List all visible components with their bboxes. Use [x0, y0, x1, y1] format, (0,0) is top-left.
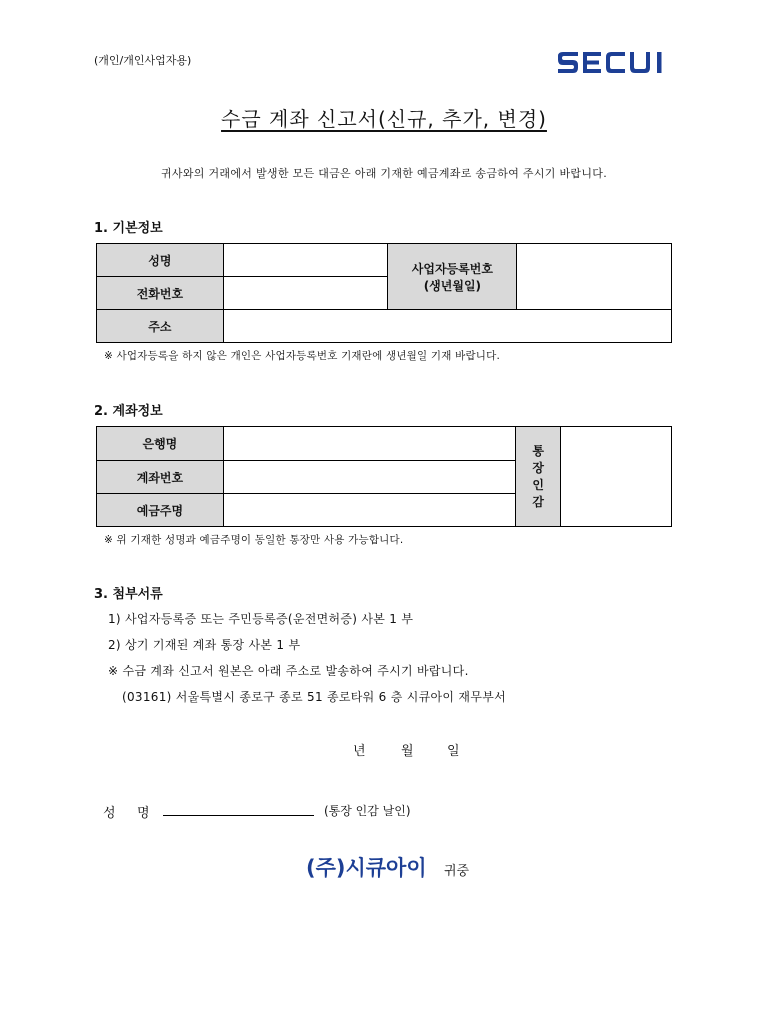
date-month-label: 월 — [401, 744, 414, 759]
bizno-field[interactable] — [517, 244, 672, 310]
form-type-label: (개인/개인사업자용) — [94, 54, 192, 67]
address-label: 주소 — [97, 310, 224, 343]
account-number-label: 계좌번호 — [97, 461, 224, 494]
name-field[interactable] — [223, 244, 388, 277]
signature-line[interactable] — [163, 814, 314, 816]
mailing-address: (03161) 서울특별시 종로구 종로 51 종로타워 6 층 시큐아이 재무부서 — [122, 690, 506, 704]
section-basic-info-title: 1. 기본정보 — [94, 221, 163, 236]
account-holder-label: 예금주명 — [97, 494, 224, 527]
seal-field[interactable] — [561, 427, 672, 527]
signature-label-char1: 성 — [103, 806, 116, 821]
honorific-text: 귀중 — [444, 864, 470, 879]
account-info-table — [96, 426, 672, 527]
account-number-field[interactable] — [223, 461, 515, 494]
attachment-note: ※ 수금 계좌 신고서 원본은 아래 주소로 발송하여 주시기 바랍니다. — [108, 664, 469, 678]
document-title: 수금 계좌 신고서(신규, 추가, 변경) — [221, 107, 547, 131]
signature-note: (통장 인감 날인) — [324, 804, 411, 818]
name-label: 성명 — [97, 244, 224, 277]
attachment-item: 1) 사업자등록증 또는 주민등록증(운전면허증) 사본 1 부 — [108, 612, 414, 626]
bizno-label: 사업자등록번호 (생년월일) — [388, 244, 517, 310]
basic-info-table — [96, 243, 672, 343]
phone-field[interactable] — [223, 277, 388, 310]
basic-info-note: ※ 사업자등록을 하지 않은 개인은 사업자등록번호 기재란에 생년월일 기재 바랍니다. — [104, 350, 501, 362]
account-holder-field[interactable] — [223, 494, 515, 527]
bank-label: 은행명 — [97, 427, 224, 461]
attachment-item: 2) 상기 기재된 계좌 통장 사본 1 부 — [108, 638, 301, 652]
date-year-label: 년 — [353, 744, 366, 759]
signature-label-char2: 명 — [137, 806, 150, 821]
date-day-label: 일 — [447, 744, 460, 759]
company-name: (주)시큐아이 — [306, 856, 427, 880]
company-logo — [556, 50, 676, 76]
address-field[interactable] — [223, 310, 671, 343]
seal-label: 통 장 인 감 — [516, 427, 561, 527]
bank-field[interactable] — [223, 427, 515, 461]
account-info-note: ※ 위 기재한 성명과 예금주명이 동일한 통장만 사용 가능합니다. — [104, 534, 404, 546]
section-account-info-title: 2. 계좌정보 — [94, 404, 163, 419]
section-attachments-title: 3. 첨부서류 — [94, 587, 163, 602]
phone-label: 전화번호 — [97, 277, 224, 310]
intro-text: 귀사와의 거래에서 발생한 모든 대금은 아래 기재한 예금계좌로 송금하여 주시기 바랍니다. — [160, 167, 608, 180]
